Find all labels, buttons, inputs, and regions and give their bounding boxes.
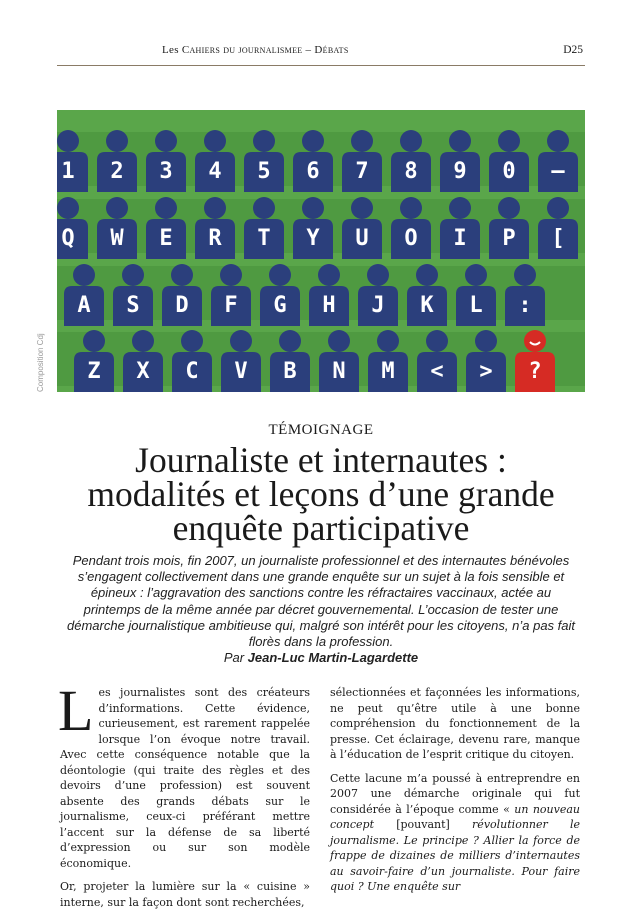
key-label: L (469, 293, 483, 318)
headline-line: modalités et leçons d’une grande (87, 474, 555, 514)
headline-line: enquête participative (172, 508, 470, 548)
key-label: : (518, 293, 532, 318)
body-paragraph: Cette lacune m’a poussé à entreprendre en 2007 une démarche originale qui fut considérée à l’époque comme « un nouveau concept [pouvant] révolutionner le journalisme. Le principe ? Allier la force de frappe de dizaines de milliers d’internautes au savoir-faire d’un journaliste. Pour faire quoi ? Une enquête sur (330, 771, 581, 893)
key-label: – (551, 159, 565, 184)
key-label: 1 (61, 159, 75, 184)
byline: Par Jean-Luc Martin-Lagardette (223, 650, 419, 666)
key-label: U (355, 226, 369, 251)
key-label: F (224, 293, 238, 318)
author-name: Jean-Luc Martin-Lagardette (247, 650, 419, 666)
key-label: 5 (257, 159, 271, 184)
article-headline (40, 440, 602, 548)
keyboard-people-illustration (57, 110, 585, 392)
key-label: 4 (208, 159, 222, 184)
key-label: Y (306, 226, 320, 251)
drop-cap: L (58, 678, 94, 743)
article-lead (62, 553, 580, 666)
key-label: P (502, 226, 516, 251)
key-label: M (381, 359, 395, 384)
headline-line: Journaliste et internautes : (135, 440, 507, 480)
photo-credit: Composition Cdj (36, 333, 45, 392)
key-label: 8 (404, 159, 418, 184)
key-label: B (283, 359, 297, 384)
key-label: N (332, 359, 346, 384)
lead-text: Pendant trois mois, fin 2007, un journaliste professionnel et des internautes bénévoles s’engagent collectivement dans une grande enquête sur un sujet à la fois sensible et épineux : l’aggravation des sanctions contre les réfractaires vaccinaux, actée au printemps de la même année par décret gouvernemental. L’occasion de tester une démarche journalistique ambitieuse qui, malgré son intérêt pour les citoyens, n’a pas fait florès dans la profession. (67, 553, 575, 650)
key-label: ? (528, 359, 542, 384)
key-label: E (159, 226, 173, 251)
key-label: I (453, 226, 467, 251)
key-label: 6 (306, 159, 320, 184)
key-label: V (234, 359, 248, 384)
key-label: D (175, 293, 189, 318)
key-label: Z (87, 359, 101, 384)
body-paragraph: Les journalistes sont des créateurs d’informations. Cette évidence, curieusement, est rarement rappelée lorsque l’on évoque notre travail. Avec cette conséquence notable que la déontologie (qui traite des règles et des devoirs d’une profession) est souvent absente des grands débats sur le journalisme, ceux-ci préférant mettre l’accent sur la défense de sa liberté d’expression ou sur son modèle économique. (58, 678, 310, 870)
key-label: G (273, 293, 287, 318)
key-label: < (430, 359, 444, 384)
key-label: R (208, 226, 222, 251)
body-paragraph: Or, projeter la lumière sur la « cuisine » interne, sur la façon dont sont recherchées, (60, 880, 310, 909)
key-label: H (322, 293, 336, 318)
key-label: 3 (159, 159, 173, 184)
key-label: A (77, 293, 91, 318)
keyboard-svg (57, 110, 585, 392)
article-kicker: TÉMOIGNAGE (268, 422, 374, 438)
journal-title: Les Cahiers du journalismee – Débats (162, 44, 349, 56)
key-label: 9 (453, 159, 467, 184)
key-label: J (371, 293, 385, 318)
key-label: > (479, 359, 493, 384)
key-label: K (420, 293, 434, 318)
key-label: X (136, 359, 150, 384)
key-label: S (126, 293, 140, 318)
key-label: W (110, 226, 124, 251)
running-header (57, 44, 585, 62)
key-label: [ (551, 226, 565, 251)
page-number: D25 (563, 44, 583, 56)
key-label: 0 (502, 159, 516, 184)
header-rule (57, 65, 585, 66)
key-label: T (257, 226, 271, 251)
key-label: Q (61, 226, 75, 251)
key-label: O (404, 226, 418, 251)
key-label: 2 (110, 159, 124, 184)
key-label: C (185, 359, 199, 384)
body-column-right (330, 685, 580, 903)
body-paragraph: sélectionnées et façonnées les informations, ne peut qu’être utile à une bonne compréhension du fonctionnement de la presse. Cet éclairage, devenu rare, manque à l’éducation de l’esprit critique du citoyen. (330, 686, 580, 761)
key-label: 7 (355, 159, 369, 184)
body-column-left (58, 678, 310, 918)
